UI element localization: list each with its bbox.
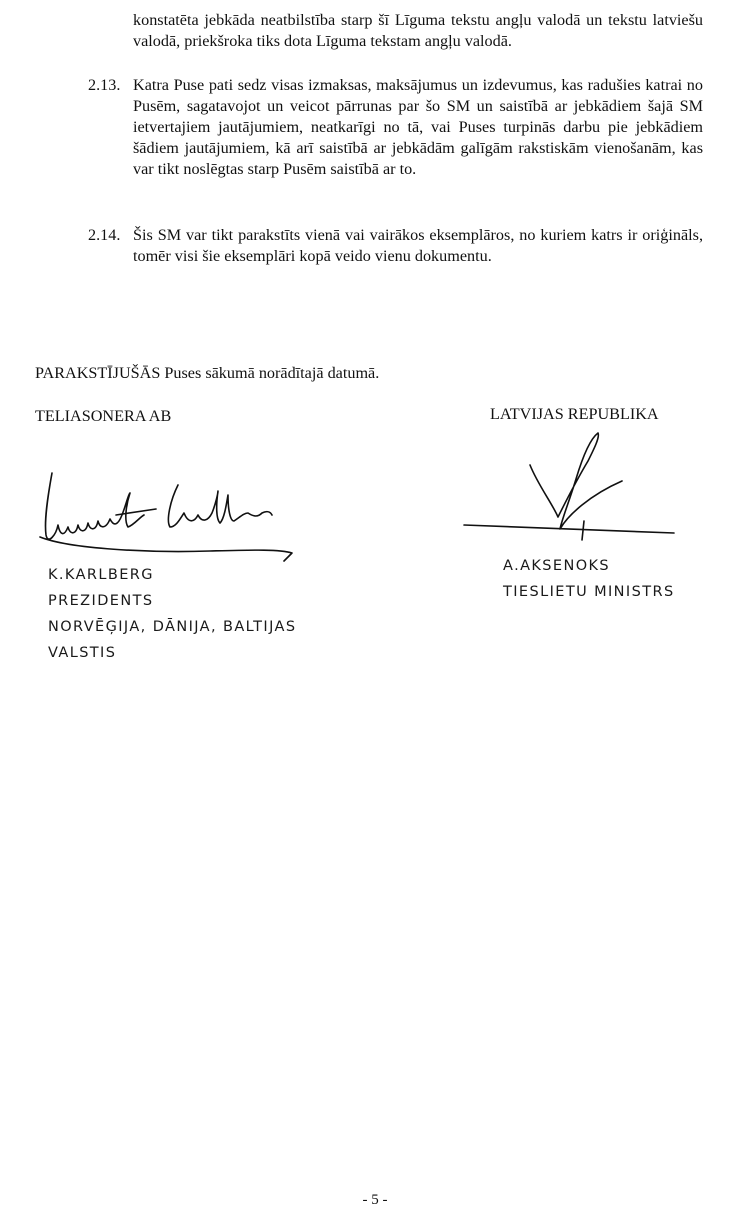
clause-number-2-13: 2.13.: [88, 76, 121, 94]
right-hand-line-1: A.AKSENOKS: [503, 558, 611, 574]
right-handwritten-names: [503, 553, 675, 605]
left-hand-line-4: VALSTIS: [48, 645, 117, 661]
clause-2-13: Katra Puse pati sedz visas izmaksas, maksājumus un izdevumus, kas radušies katrai no Pusēm, sagatavojot un veicot pārrunas par šo SM un saistībā ar jebkādiem šajā SM ietvertajiem jautājumiem, neatkarīgi no tā, vai Puses turpinās darbu pie jebkādiem šādiem jautājumiem, kā arī saistībā ar jebkādām galīgām rakstiskām vienošanām, kas var tikt noslēgtas starp Pusēm saistībā ar to.: [133, 76, 703, 178]
right-hand-line-2: TIESLIETU MINISTRS: [503, 584, 675, 600]
right-signature: [460, 425, 690, 545]
left-hand-line-3: NORVĒĢIJA, DĀNIJA, BALTIJAS: [48, 619, 297, 635]
left-handwritten-names: [48, 562, 296, 666]
clause-number-2-14: 2.14.: [88, 226, 121, 244]
clause-continuation: konstatēta jebkāda neatbilstība starp šī Līguma tekstu angļu valodā un tekstu latviešu valodā, priekšroka tiks dota Līguma tekstam angļu valodā.: [133, 11, 703, 50]
page-number: - 5 -: [362, 1192, 388, 1208]
clause-2-14: Šis SM var tikt parakstīts vienā vai vairākos eksemplāros, no kuriem katrs ir oriģināls, tomēr visi šie eksemplāri kopā veido vienu dokumentu.: [133, 226, 703, 265]
signing-statement: PARAKSTĪJUŠĀS Puses sākumā norādītajā datumā.: [35, 364, 380, 382]
party-left-name: TELIASONERA AB: [35, 407, 172, 425]
left-hand-line-2: PREZIDENTS: [48, 593, 154, 609]
party-right-name: LATVIJAS REPUBLIKA: [490, 405, 659, 423]
left-hand-line-1: K.KARLBERG: [48, 567, 154, 583]
left-signature: [30, 465, 300, 575]
